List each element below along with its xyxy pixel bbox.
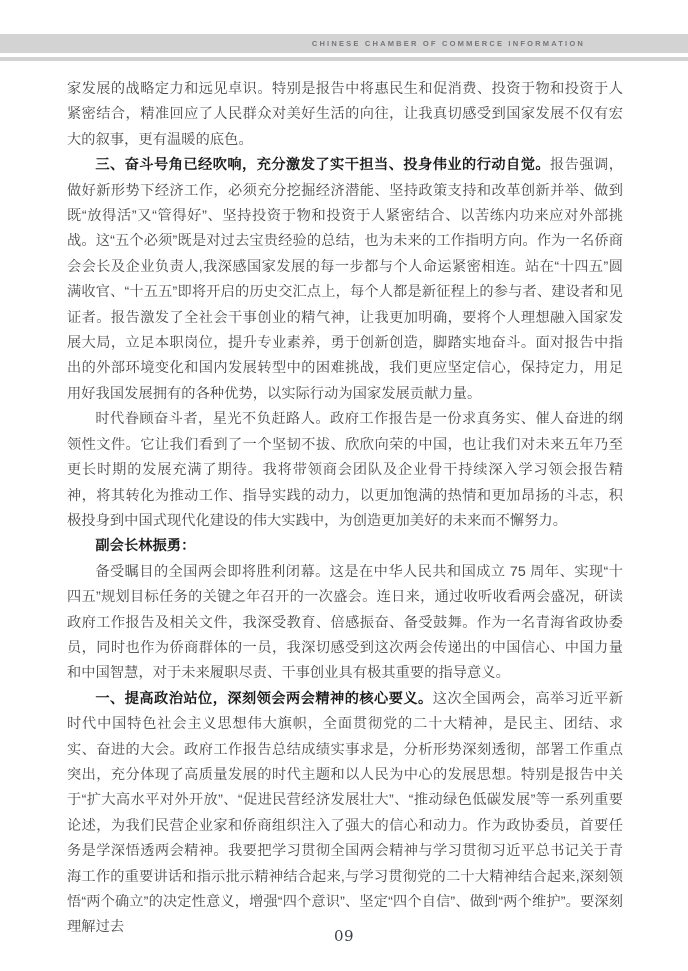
document-body bbox=[67, 77, 623, 941]
paragraph-text: 时代眷顾奋斗者，星光不负赶路人。政府工作报告是一份求真务实、催人奋进的纲领性文件。它让我们看到了一个坚韧不拔、欣欣向荣的中国，也让我们对未来五年乃至更长时期的发展充满了期待。我将带领商会团队及企业骨干持续深入学习领会报告精神，将其转化为推动工作、指导实践的动力，以更加饱满的热情和更加昂扬的斗志，积极投身到中国式现代化建设的伟大实践中，为创造更加美好的未来而不懈努力。 bbox=[67, 411, 623, 529]
header-rule bbox=[0, 57, 688, 61]
body-paragraph bbox=[67, 153, 623, 407]
header-banner-title: CHINESE CHAMBER OF COMMERCE INFORMATION bbox=[311, 39, 585, 48]
body-paragraph bbox=[67, 560, 623, 687]
body-paragraph bbox=[67, 407, 623, 534]
body-paragraph bbox=[67, 687, 623, 941]
paragraph-text: 报告强调，做好新形势下经济工作，必须充分挖掘经济潜能、坚持政策支持和改革创新并举、做到既“放得活”又“管得好”、坚持投资于物和投资于人紧密结合、以苦练内功来应对外部挑战。这“五个必须”既是对过去宝贵经验的总结，也为未来的工作指明方向。作为一名侨商会会长及企业负责人,我深感国家发展的每一步都与个人命运紧密相连。站在“十四五”圆满收官、“十五五”即将开启的历史交汇点上，每个人都是新征程上的参与者、建设者和见证者。报告激发了全社会干事创业的精气神，让我更加明确，要将个人理想融入国家发展大局，立足本职岗位，提升专业素养，勇于创新创造，脚踏实地奋斗。面对报告中指出的外部环境变化和国内发展转型中的困难挑战，我们更应坚定信心，保持定力，用足用好我国发展拥有的各种优势，以实际行动为国家发展贡献力量。 bbox=[67, 157, 623, 402]
paragraph-text: 这次全国两会，高举习近平新时代中国特色社会主义思想伟大旗帜，全面贯彻党的二十大精神，是民主、团结、求实、奋进的大会。政府工作报告总结成绩实事求是，分析形势深刻透彻，部署工作重点突出，充分体现了高质量发展的时代主题和以人民为中心的发展思想。特别是报告中关于“扩大高水平对外开放”、“促进民营经济发展壮大”、“推动绿色低碳发展”等一系列重要论述，为我们民营企业家和侨商组织注入了强大的信心和动力。作为政协委员，首要任务是学深悟透两会精神。我要把学习贯彻全国两会精神与学习贯彻习近平总书记关于青海工作的重要讲话和指示批示精神结合起来,与学习贯彻党的二十大精神结合起来,深刻领悟“两个确立”的决定性意义，增强“四个意识”、坚定“四个自信”、做到“两个维护”。要深刻理解过去 bbox=[67, 690, 623, 936]
paragraph-text: 家发展的战略定力和远见卓识。特别是报告中将惠民生和促消费、投资于物和投资于人紧密结合，精准回应了人民群众对美好生活的向往，让我真切感受到国家发展不仅有宏大的叙事，更有温暖的底色。 bbox=[67, 81, 623, 148]
speaker-name-bold: 副会长林振勇： bbox=[95, 538, 196, 555]
header-banner bbox=[0, 34, 688, 53]
paragraph-text: 备受瞩目的全国两会即将胜利闭幕。这是在中华人民共和国成立 75 周年、实现“十四五”规划目标任务的关键之年召开的一次盛会。连日来，通过收听收看两会盛况，研读政府工作报告及相关文件，我深受教育、倍感振奋、备受鼓舞。作为一名青海省政协委员，同时也作为侨商群体的一员，我深切感受到这次两会传递出的中国信心、中国力量和中国智慧，对于未来履职尽责、干事创业具有极其重要的指导意义。 bbox=[67, 563, 623, 682]
section-heading-bold: 一、提高政治站位，深刻领会两会精神的核心要义。 bbox=[95, 690, 433, 707]
speaker-heading bbox=[67, 534, 623, 559]
section-heading-bold: 三、奋斗号角已经吹响，充分激发了实干担当、投身伟业的行动自觉。 bbox=[95, 157, 551, 174]
page-number: 09 bbox=[333, 927, 355, 945]
body-paragraph bbox=[67, 77, 623, 153]
